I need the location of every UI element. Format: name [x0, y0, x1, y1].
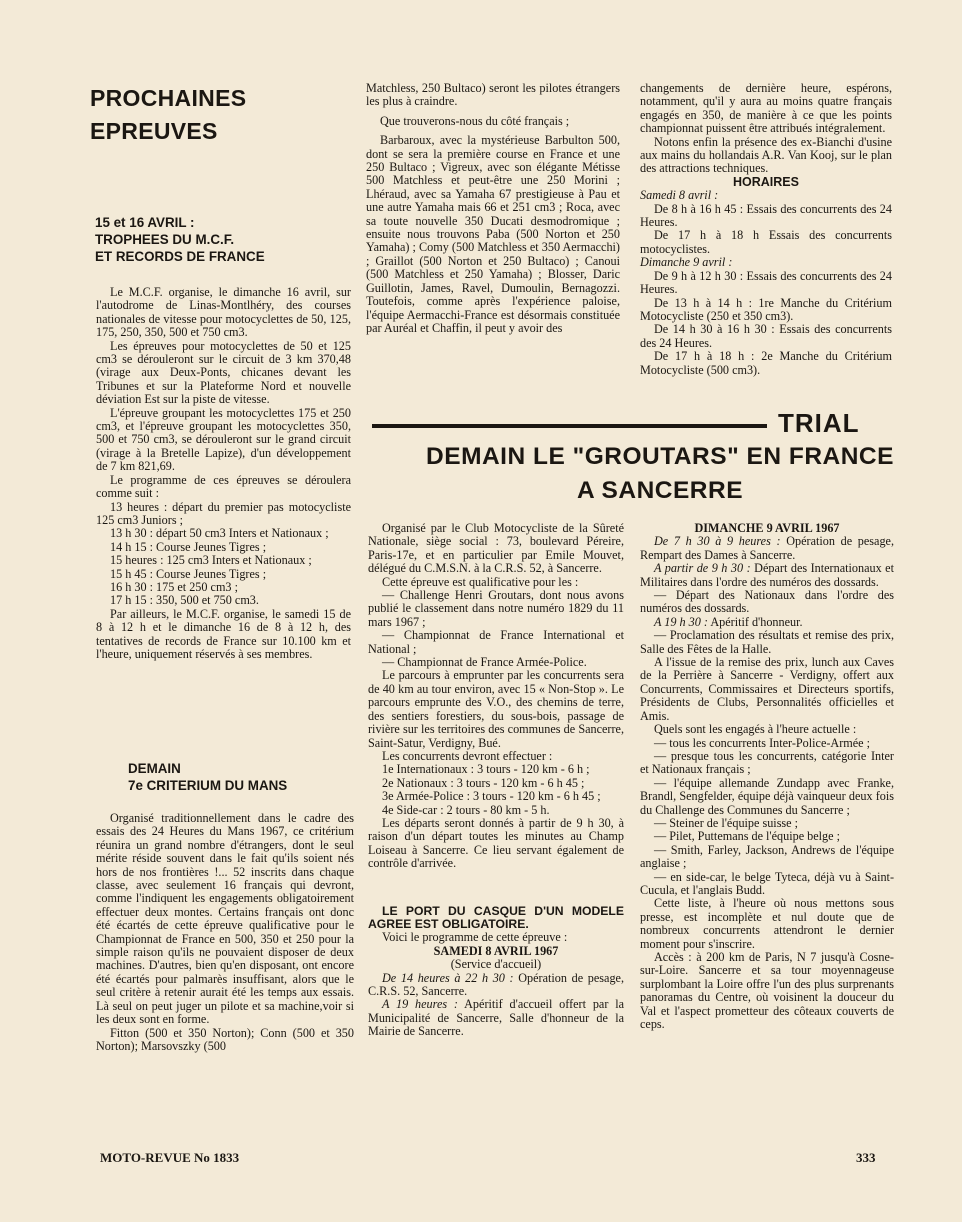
article-title: DEMAIN LE "GROUTARS" EN FRANCE A SANCERRE — [426, 443, 894, 504]
magazine-issue: MOTO-REVUE No 1833 — [100, 1150, 240, 1165]
trial-label: TRIAL — [778, 408, 860, 438]
column3-top: changements de dernière heure, espérons, notamment, qu'il y aura au moins quatre français engagés en 350, de manière à ce que les points championnat puissent être attribués intégralement. Notons enfin la présence des ex-Bianchi d'usine aux mains du hollandais A.R. Van Kooj, sur le plan des attractions techniques. HORAIRES Samedi 8 avril : De 8 h à 16 h 45 : Essais des concurrents des 24 Heures. De 17 h à 18 h Essais des concurrents motocyclistes. Dimanche 9 avril : De 9 h à 12 h 30 : Essais des concurrents des 24 Heures. De 13 h à 14 h : 1re Manche du Critérium Motocycliste (250 et 350 cm3). De 14 h 30 à 16 h 30 : Essais des concurrents des 24 Heures. De 17 h à 18 h : 2e Manche du Critérium Motocycliste (500 cm3). — [640, 81, 892, 377]
casque-notice: LE PORT DU CASQUE D'UN MODELE AGREE EST OBLIGATOIRE. — [368, 903, 624, 931]
horaires-title: HORAIRES — [733, 174, 799, 189]
section-heading — [90, 82, 246, 148]
section1-body: Le M.C.F. organise, le dimanche 16 avril, sur l'autodrome de Linas-Montlhéry, des courses nationales de vitesse pour motocyclettes de 50, 125, 175, 250, 350, 500 et 750 cm3. Les épreuves pour motocyclettes de 50 et 125 cm3 se dérouleront sur le circuit de 3 km 370,48 (virage aux Deux-Ponts, chicanes devant les Tribunes et sur la Plateforme Nord et nouvelle déviation Est sur la piste de vitesse. L'épreuve groupant les motocyclettes 175 et 250 cm3, et l'épreuve groupant les motocyclettes 350, 500 et 750 cm3, se dérouleront sur le grand circuit (virage à la Bretelle Lapize), d'un développement de 7 km 821,69. Le programme de ces épreuves se déroulera comme suit : 13 heures : départ du premier pas motocycliste 125 cm3 Juniors ; 13 h 30 : départ 50 cm3 Inters et Nationaux ; 14 h 15 : Course Jeunes Tigres ; 15 heures : 125 cm3 Inters et Nationaux ; 15 h 45 : Course Jeunes Tigres ; 16 h 30 : 175 et 250 cm3 ; 17 h 15 : 350, 500 et 750 cm3. Par ailleurs, le M.C.F. organise, le samedi 15 de 8 à 12 h et le dimanche 16 de 8 à 12 h, des tentatives de records de France sur 10.100 km et l'heure, uniquement réservés à ses membres. — [96, 285, 351, 661]
column3-bottom: DIMANCHE 9 AVRIL 1967 De 7 h 30 à 9 heures : Opération de pesage, Rempart des Dames à Sancerre. A partir de 9 h 30 : Départ des Internationaux et Militaires dans l'ordre des numéros des dossards. — Départ des Nationaux dans l'ordre des numéros des dossards. A 19 h 30 : Apéritif d'honneur. — Proclamation des résultats et remise des prix, Salle des Fêtes de la Halle. A l'issue de la remise des prix, lunch aux Caves de la Perrière à Sancerre - Verdigny, offert aux Concurrents, Commissaires et Directeurs sportifs, Présidents de Clubs, Personnalités officielles et Amis. Quels sont les engagés à l'heure actuelle : — tous les concurrents Inter-Police-Armée ; — presque tous les concurrents, catégorie Inter et Nationaux français ; — l'équipe allemande Zundapp avec Franke, Brandl, Sengfelder, équipe déjà vainqueur deux fois du Challenge des Communes du Sancerre ; — Steiner de l'équipe suisse ; — Pilet, Puttemans de l'équipe belge ; — Smith, Farley, Jackson, Andrews de l'équipe anglaise ; — en side-car, le belge Tyteca, déjà vu à Saint-Cucula, et l'anglais Budd. Cette liste, à l'heure où nous mettons sous presse, est incomplète et nul doute que de nombreux concurrents attendront le dernier moment pour s'inscrire. Accès : à 200 km de Paris, N 7 jusqu'à Cosne-sur-Loire. Sancerre et sa tour moyennageuse surplombant la Loire offre l'un des plus surprenants panoramas du Centre, où voisinent la douceur du Val et l'aspect prometteur des côteaux couverts de ceps. — [640, 521, 894, 1032]
section-rule — [372, 424, 767, 428]
section1-title: 15 et 16 AVRIL : TROPHEES DU M.C.F. ET RECORDS DE FRANCE — [95, 215, 265, 264]
heading-line-1: PROCHAINES — [90, 85, 247, 111]
page-number: 333 — [856, 1150, 876, 1165]
section2-title: DEMAIN 7e CRITERIUM DU MANS — [128, 761, 288, 793]
section2-body: Organisé traditionnellement dans le cadre des essais des 24 Heures du Mans 1967, ce critérium réunira un grand nombre d'étrangers, dont le seul mérite réside souvent dans le fait qu'ils soient nés hors de nos frontières !... 52 inscrits dans chaque classe, avec seulement 16 français qui devront, comme l'indiquent les engagements obligatoirement effectuer deux montes. Certains français ont donc été écartés de cette épreuve qualificative pour le Championnat de France en 500, 350 et 250 pour la simple raison qu'ils ne pouvaient disposer de deux machines. D'autres, bien qu'en disposant, ont encore été écartés pour palmarès insuffisant, alors que le seul critère à retenir aurait été les temps aux essais. Là seul on peut juger un pilote et sa machine,voir si les deux sont en forme. Fitton (500 et 350 Norton); Conn (500 et 350 Norton); Marsovszky (500 — [96, 811, 354, 1053]
column2-bottom: Organisé par le Club Motocycliste de la Sûreté Nationale, siège social : 73, boulevard Péreire, Paris-17e, et en particulier par Emile Mouvet, délégué du C.M.S.N. à la C.R.S. 52, à Sancerre. Cette épreuve est qualificative pour les : — Challenge Henri Groutars, dont nous avons publié le classement dans notre numéro 1829 du 11 mars 1967 ; — Championnat de France International et National ; — Championnat de France Armée-Police. Le parcours à emprunter par les concurrents sera de 40 km au tour environ, avec 15 « Non-Stop ». Le parcours emprunte des V.O., des chemins de terre, des sentiers forestiers, du sous-bois, passage de rivière sur les territoires des communes de Sancerre, Saint-Satur, Verdigny, Bué. Les concurrents devront effectuer : 1e Internationaux : 3 tours - 120 km - 6 h ; 2e Nationaux : 3 tours - 120 km - 6 h 45 ; 3e Armée-Police : 3 tours - 120 km - 6 h 45 ; 4e Side-car : 2 tours - 80 km - 5 h. Les départs seront donnés à partir de 9 h 30, à raison d'un départ toutes les minutes au Champ Loiseau à Sancerre. Ce lieu servant également de contrôle d'arrivée. LE PORT DU CASQUE D'UN MODELE AGREE EST OBLIGATOIRE. Voici le programme de cette épreuve : SAMEDI 8 AVRIL 1967 (Service d'accueil) De 14 heures à 22 h 30 : Opération de pesage, C.R.S. 52, Sancerre. A 19 heures : Apéritif d'accueil offert par la Municipalité de Sancerre, Salle d'honneur de la Mairie de Sancerre. — [368, 521, 624, 1039]
column2-top: Matchless, 250 Bultaco) seront les pilotes étrangers les plus à craindre. Que trouverons-nous du côté français ; Barbaroux, avec la mystérieuse Barbulton 500, dont se sera la première course en France et une 250 Bultaco ; Vigreux, avec son élégante Métisse 500 Matchless et peut-être une 250 Morini ; Lhéraud, avec sa Yamaha 67 prestigieuse à Pau et une autre Yamaha mais 66 et 251 cm3 ; Roca, avec sa toute nouvelle 350 Ducati desmodromique ; ensuite nous trouvons Paba (500 Norton et 250 Yamaha) ; Comy (500 Matchless et 350 Aermacchi) ; Graillot (500 Norton et 250 Bultaco) ; Canoui (500 Matchless et 250 Yamaha) ; Blosser, Daric Guillotin, James, Ravel, Dumoulin, Bernagozzi. Toutefois, comme après l'expérience paloise, l'équipe Aermacchi-France est désormais constituée par Auréal et Chaffin, il peut y avoir des — [366, 81, 620, 335]
heading-line-2: EPREUVES — [90, 118, 218, 144]
